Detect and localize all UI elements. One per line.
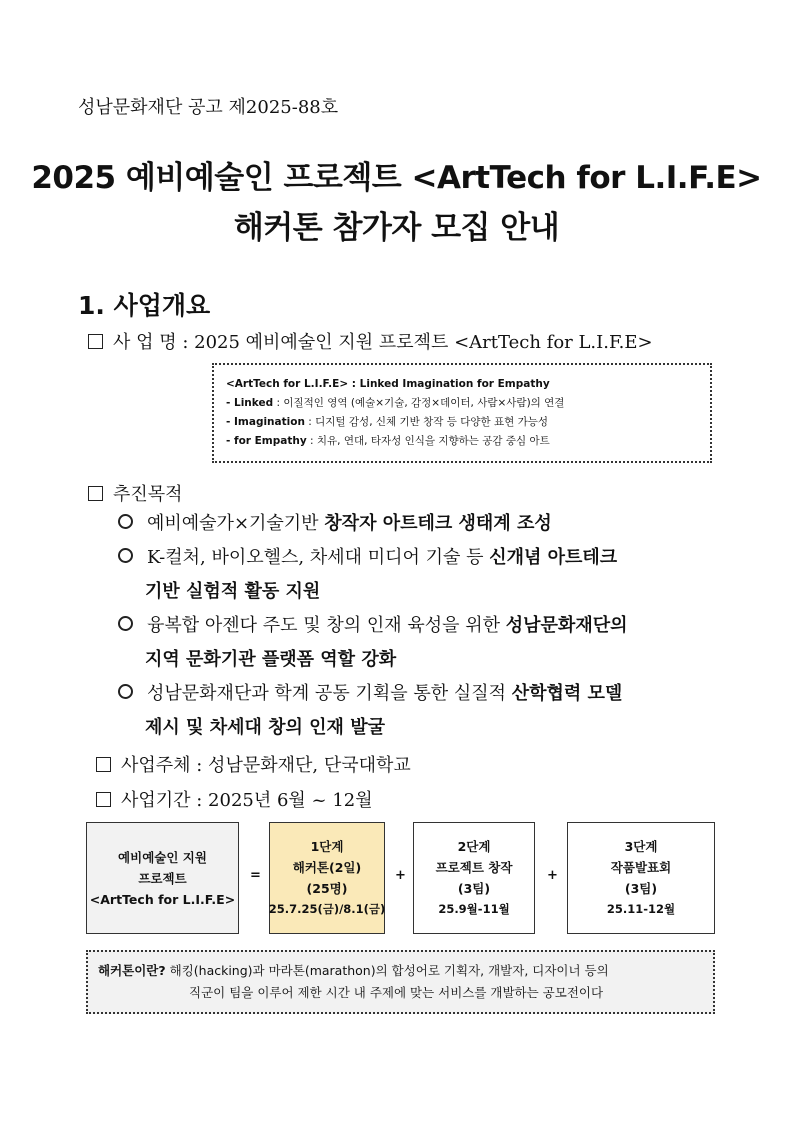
definition-box — [212, 363, 712, 463]
checkbox-square-icon — [88, 334, 103, 349]
definition-head-desc: : Linked Imagination for Empathy — [348, 378, 550, 390]
plus-sign: + — [395, 868, 406, 883]
definition-term: - for Empathy — [226, 435, 307, 447]
program-line: 프로젝트 — [138, 870, 187, 886]
purpose-item — [118, 541, 617, 575]
project-name-row — [88, 328, 653, 354]
purpose-label: 추진목적 — [113, 484, 183, 505]
stage-line: (3팀) — [457, 881, 491, 896]
definition-desc: : 치유, 연대, 타자성 인식을 지향하는 공감 중심 아트 — [306, 435, 550, 447]
purpose-item — [118, 677, 622, 711]
stage-line: 프로젝트 창작 — [435, 860, 513, 875]
stage-line: 3단계 — [624, 839, 658, 854]
purpose-continuation: 기반 실험적 활동 지원 — [145, 581, 321, 602]
notice-number: 성남문화재단 공고 제2025-88호 — [78, 97, 339, 118]
hackathon-definition-box — [86, 950, 715, 1014]
page-title-line2: 해커톤 참가자 모집 안내 — [233, 210, 560, 246]
checkbox-square-icon — [96, 757, 111, 772]
purpose-plain: K-컬처, 바이오헬스, 차세대 미디어 기술 등 — [147, 547, 490, 568]
purpose-row — [88, 480, 183, 506]
program-line: 예비예술인 지원 — [118, 849, 207, 865]
definition-desc: : 이질적인 영역 (예술×기술, 감정×데이터, 사람×사람)의 연결 — [273, 397, 565, 409]
purpose-bold: 성남문화재단의 — [505, 615, 628, 636]
page-title-line1: 2025 예비예술인 프로젝트 <ArtTech for L.I.F.E> — [31, 160, 762, 196]
host-row — [96, 751, 411, 777]
period-row — [96, 786, 373, 812]
definition-item — [226, 394, 698, 413]
host-text: 사업주체 : 성남문화재단, 단국대학교 — [121, 755, 411, 776]
purpose-plain: 융복합 아젠다 주도 및 창의 인재 육성을 위한 — [147, 615, 506, 636]
purpose-continuation: 지역 문화기관 플랫폼 역할 강화 — [145, 649, 397, 670]
purpose-plain: 예비예술가×기술기반 — [147, 513, 325, 534]
purpose-bold: 신개념 아트테크 — [489, 547, 618, 568]
section-heading: 1. 사업개요 — [78, 291, 211, 320]
definition-desc: : 디지털 감성, 신체 기반 창작 등 다양한 표현 가능성 — [304, 416, 549, 428]
circle-bullet-icon — [118, 548, 133, 563]
hackathon-text: 해킹(hacking)과 마라톤(marathon)의 합성어로 기획자, 개발자, 디자이너 등의 — [165, 963, 609, 978]
program-box — [86, 822, 239, 934]
definition-term: - Imagination — [226, 416, 305, 428]
definition-head — [226, 375, 698, 394]
stage-line: 25.9월-11월 — [438, 902, 510, 916]
stage2-box — [413, 822, 535, 934]
checkbox-square-icon — [96, 792, 111, 807]
definition-item — [226, 432, 698, 451]
plus-sign: + — [547, 868, 558, 883]
definition-item — [226, 413, 698, 432]
hackathon-text: 직군이 팀을 이루어 제한 시간 내 주제에 맞는 서비스를 개발하는 공모전이다 — [189, 985, 604, 1000]
stage-line: 작품발표회 — [610, 860, 672, 875]
stage3-box — [567, 822, 715, 934]
stage-line: (3팀) — [624, 881, 658, 896]
purpose-item — [118, 609, 627, 643]
purpose-bold: 산학협력 모델 — [511, 683, 623, 704]
stage-line: 25.11-12월 — [606, 902, 676, 916]
purpose-bold: 창작자 아트테크 생태계 조성 — [324, 513, 552, 534]
project-name-text: 사 업 명 : 2025 예비예술인 지원 프로젝트 <ArtTech for L.I.F.E> — [113, 332, 653, 353]
period-text: 사업기간 : 2025년 6월 ~ 12월 — [121, 790, 373, 811]
hackathon-line — [98, 960, 703, 982]
checkbox-square-icon — [88, 486, 103, 501]
hackathon-label: 해커톤이란? — [98, 963, 166, 978]
purpose-continuation: 제시 및 차세대 창의 인재 발굴 — [145, 717, 385, 738]
purpose-item — [118, 507, 552, 541]
circle-bullet-icon — [118, 616, 133, 631]
purpose-plain: 성남문화재단과 학계 공동 기획을 통한 실질적 — [147, 683, 512, 704]
circle-bullet-icon — [118, 684, 133, 699]
definition-head-term: <ArtTech for L.I.F.E> — [226, 378, 349, 390]
circle-bullet-icon — [118, 514, 133, 529]
stage-line: 25.7.25(금)/8.1(금) — [268, 902, 386, 916]
stage-line: 2단계 — [457, 839, 491, 854]
stage1-box — [269, 822, 385, 934]
stage-line: 1단계 — [310, 839, 344, 854]
stage-line: 해커톤(2일) — [292, 860, 362, 875]
program-line: <ArtTech for L.I.F.E> — [89, 891, 236, 907]
equals-sign: = — [250, 868, 261, 883]
definition-term: - Linked — [226, 397, 274, 409]
stage-line: (25명) — [306, 881, 348, 896]
